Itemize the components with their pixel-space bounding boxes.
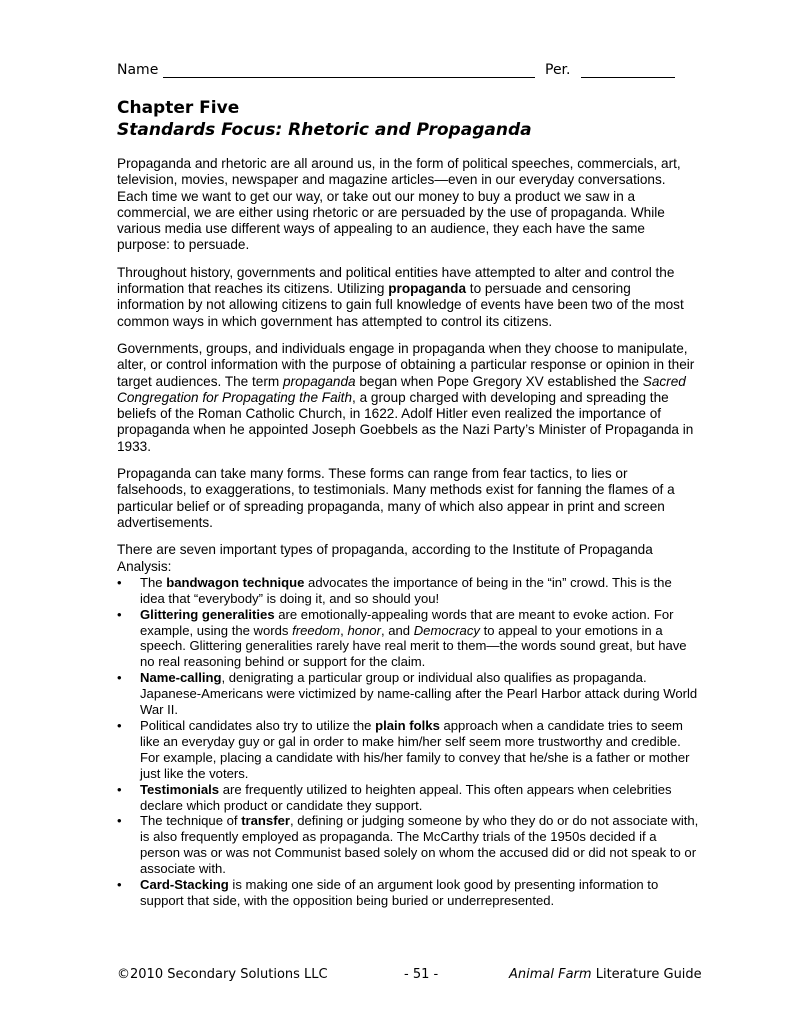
text-span: began when Pope Gregory XV established the: [355, 373, 643, 389]
bold-term: Testimonials: [140, 781, 220, 797]
body-text: [117, 156, 699, 909]
list-item-bandwagon: [117, 575, 699, 607]
italic-congregation-name: Sacred Congregation for Propagating the Faith: [117, 373, 686, 405]
bold-term: Name-calling: [140, 670, 222, 686]
italic-term: Democracy: [413, 622, 480, 638]
propaganda-types-list: [117, 575, 699, 909]
list-item-plain-folks: [117, 718, 699, 782]
bold-term-propaganda: propaganda: [388, 281, 467, 297]
text-span: , a group charged with developing and spreading the beliefs of the Roman Catholic Church, in 1622. Adolf Hitler even realized the importance of propaganda when he appointed Joseph Goebbels as the Nazi Party’s Minister of Propaganda in 1933.: [117, 389, 694, 454]
period-label: Per.: [545, 62, 571, 78]
paragraph-types-intro: There are seven important types of propaganda, according to the Institute of Propaganda Analysis:: [117, 542, 653, 574]
paragraph-origin: [117, 341, 699, 455]
bullet-icon: •: [117, 877, 122, 893]
name-label: Name: [117, 62, 159, 78]
bullet-icon: •: [117, 574, 122, 590]
bold-term: bandwagon technique: [166, 574, 305, 590]
guide-title-suffix: Literature Guide: [591, 967, 702, 982]
bullet-icon: •: [117, 813, 122, 829]
italic-term-propaganda: propaganda: [283, 373, 356, 389]
chapter-title: Chapter Five: [117, 98, 240, 118]
text-span: , defining or judging someone by who they do or do not associate with, is also frequently employed as propaganda. The McCarthy trials of the 1950s decided if a person was or was not Communist based solely on whom the accused did or did not speak to or associate with.: [140, 813, 699, 877]
bullet-icon: •: [117, 670, 122, 686]
text-span: , and: [380, 622, 414, 638]
bold-term: transfer: [241, 813, 290, 829]
bold-term: Card-Stacking: [140, 877, 229, 893]
bold-term: plain folks: [375, 717, 440, 733]
text-span: ,: [340, 622, 348, 638]
text-span: are frequently utilized to heighten appeal. This often appears when celebrities declare which product or candidate they support.: [140, 781, 672, 813]
copyright-notice: ©2010 Secondary Solutions LLC: [117, 967, 328, 982]
text-span: approach when a candidate tries to seem like an everyday guy or gal in order to make him/her self seem more trustworthy and credible. For example, placing a candidate with his/her family to convey that he/she is a father or mother just like the voters.: [140, 717, 690, 781]
paragraph-intro: Propaganda and rhetoric are all around us, in the form of political speeches, commercials, art, television, movies, newspaper and magazine articles—even in our everyday conversations. Each time we want to get our way, or take out our money to buy a product we saw in a commercial, we are either using rhetoric or are persuaded by the use of propaganda. While various media use different ways of appealing to an audience, they each have the same purpose: to persuade.: [117, 156, 681, 253]
guide-title: [509, 967, 702, 982]
bullet-icon: •: [117, 717, 122, 733]
text-span: is making one side of an argument look good by presenting information to support that side, with the opposition being buried or underrepresented.: [140, 877, 659, 908]
page-number: - 51 -: [404, 967, 439, 982]
text-span: Political candidates also try to utilize the: [140, 717, 376, 733]
list-item-glittering-generalities: [117, 607, 699, 671]
italic-term: honor: [347, 622, 381, 638]
italic-term: freedom: [292, 622, 341, 638]
paragraph-forms: Propaganda can take many forms. These forms can range from fear tactics, to lies or falsehoods, to exaggerations, to testimonials. Many methods exist for fanning the flames of a particular belief or of spreading propaganda, many of which also appear in print and screen advertisements.: [117, 466, 675, 530]
bold-term: Glittering generalities: [140, 606, 275, 622]
list-item-name-calling: [117, 670, 699, 718]
guide-book-title: Animal Farm: [509, 967, 592, 982]
text-span: advocates the importance of being in the “in” crowd. This is the idea that “everybody” is doing it, and so should you!: [140, 574, 672, 606]
bullet-icon: •: [117, 781, 122, 797]
bullet-icon: •: [117, 606, 122, 622]
paragraph-history: [117, 265, 699, 330]
name-blank-line: [163, 77, 535, 78]
period-blank-line: [581, 77, 675, 78]
list-item-testimonials: [117, 782, 699, 814]
text-span: to appeal to your emotions in a speech. Glittering generalities rarely have real merit to them—the words sound great, but have no real reasoning behind or support for the claim.: [140, 622, 687, 670]
text-span: are emotionally-appealing words that are meant to evoke action. For example, using the words: [140, 606, 674, 638]
student-header: [117, 62, 677, 82]
text-span: The: [140, 574, 167, 590]
chapter-subtitle: Standards Focus: Rhetoric and Propaganda: [117, 120, 532, 140]
text-span: Throughout history, governments and political entities have attempted to alter and control the information that reaches its citizens. Utilizing: [117, 264, 675, 297]
text-span: Governments, groups, and individuals engage in propaganda when they choose to manipulate, alter, or control information with the purpose of obtaining a particular response or opinion in their target audiences. The term: [117, 340, 695, 389]
text-span: The technique of: [140, 813, 242, 829]
list-item-transfer: [117, 813, 699, 877]
text-span: , denigrating a particular group or individual also qualifies as propaganda. Japanese-Americans were victimized by name-calling after the Pearl Harbor attack during World War II.: [140, 670, 698, 718]
list-item-card-stacking: [117, 877, 699, 909]
text-span: to persuade and censoring information by not allowing citizens to gain full knowledge of events have been two of the most common ways in which government has attempted to control its citizens.: [117, 281, 684, 329]
